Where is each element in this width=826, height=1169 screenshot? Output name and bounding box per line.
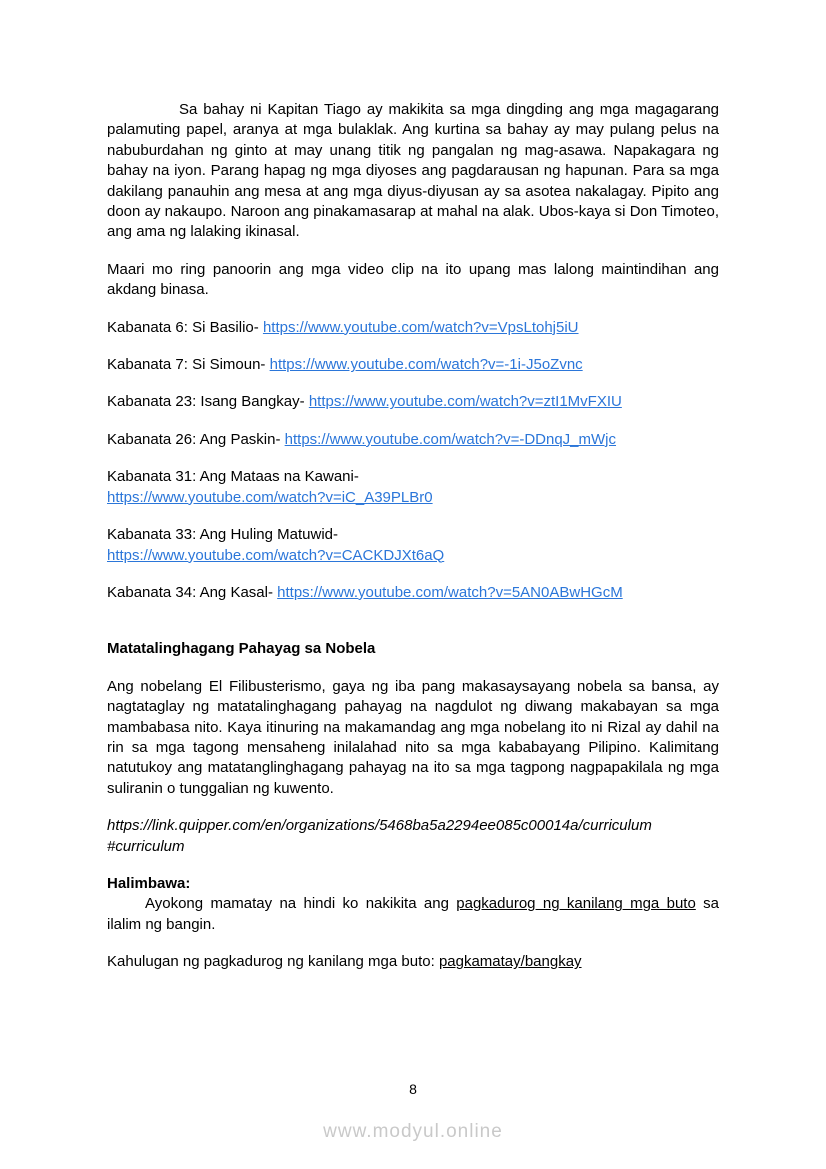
video-link-row bbox=[107, 583, 719, 603]
youtube-link[interactable]: https://www.youtube.com/watch?v=-1i-J5oZvnc bbox=[269, 356, 583, 374]
intro-paragraph: Sa bahay ni Kapitan Tiago ay makikita sa mga dingding ang mga magagarang palamuting papel, aranya at mga bulaklak. Ang kurtina sa bahay ay may pulang pelus na nabuburdahan ng ginto at may unang titik ng pangalan ng mag-asawa. Napakagara ng bahay na iyon. Parang hapag ng mga diyoses ang pagdarausan ng hapunan. Para sa mga dakilang panauhin ang mesa at ang mga diyus-diyusan ay sa asotea nakalagay. Pipito ang doon ay nakaupo. Naroon ang pinakamasarap at mahal na alak. Ubos-kaya si Don Timoteo, ang ama ng lalaking ikinasal. bbox=[107, 101, 719, 241]
video-link-label: Kabanata 33: Ang Huling Matuwid- bbox=[107, 526, 338, 544]
watermark: www.modyul.online bbox=[323, 1121, 503, 1142]
video-link-label: Kabanata 7: Si Simoun- bbox=[107, 356, 270, 374]
page-content bbox=[107, 100, 719, 990]
youtube-link[interactable]: https://www.youtube.com/watch?v=VpsLtohj5iU bbox=[262, 318, 579, 336]
youtube-link[interactable]: https://www.youtube.com/watch?v=iC_A39PLBr0 bbox=[107, 488, 433, 506]
example-text-after: sa ilalim ng bangin. bbox=[107, 895, 719, 933]
video-link-row bbox=[107, 355, 719, 375]
reference-link-line2: #curriculum bbox=[107, 837, 185, 855]
reference-link-line1: https://link.quipper.com/en/organizations/5468ba5a2294ee085c00014a/curriculum bbox=[107, 817, 652, 835]
page-number: 8 bbox=[409, 1081, 417, 1097]
youtube-link[interactable]: https://www.youtube.com/watch?v=ztI1MvFXIU bbox=[308, 393, 622, 411]
youtube-link[interactable]: https://www.youtube.com/watch?v=-DDnqJ_mWjc bbox=[284, 430, 617, 448]
example-heading: Halimbawa: bbox=[107, 874, 191, 892]
reference-link bbox=[107, 816, 719, 857]
video-link-row bbox=[107, 318, 719, 338]
video-link-row bbox=[107, 430, 719, 450]
video-link-label: Kabanata 23: Isang Bangkay- bbox=[107, 393, 309, 411]
meaning-line bbox=[107, 952, 719, 972]
video-link-label: Kabanata 6: Si Basilio- bbox=[107, 318, 263, 336]
video-link-row bbox=[107, 525, 719, 566]
video-link-label: Kabanata 34: Ang Kasal- bbox=[107, 583, 278, 601]
example-text-before: Ayokong mamatay na hindi ko nakikita ang bbox=[145, 895, 457, 913]
video-intro-paragraph: Maari mo ring panoorin ang mga video clip na ito upang mas lalong maintindihan ang akdang binasa. bbox=[107, 260, 719, 299]
youtube-link[interactable]: https://www.youtube.com/watch?v=CACKDJXt6aQ bbox=[107, 546, 445, 564]
example-underlined-phrase: pagkadurog ng kanilang mga buto bbox=[456, 895, 696, 913]
section-heading: Matatalinghagang Pahayag sa Nobela bbox=[107, 640, 376, 658]
example-sentence bbox=[107, 894, 719, 935]
video-link-label: Kabanata 31: Ang Mataas na Kawani- bbox=[107, 468, 359, 486]
video-link-label: Kabanata 26: Ang Paskin- bbox=[107, 430, 285, 448]
video-link-row bbox=[107, 392, 719, 412]
video-link-row bbox=[107, 467, 719, 508]
youtube-link[interactable]: https://www.youtube.com/watch?v=5AN0ABwHGcM bbox=[277, 583, 623, 601]
section-paragraph: Ang nobelang El Filibusterismo, gaya ng iba pang makasaysayang nobela sa bansa, ay nagtataglay ng matatalinghagang pahayag na nagdulot ng diwang makabayan sa mga mambabasa nito. Kaya itinuring na makamandag ang mga nobelang ito ni Rizal ay dahil na rin sa mga tagong mensaheng inilalahad nito sa mga kababayang Pilipino. Kalimitang natutukoy ang matatanglinghagang pahayag na ito sa mga tagpong nagpapakilala ng mga suliranin o tunggalian ng kuwento. bbox=[107, 677, 719, 797]
meaning-text-before: Kahulugan ng pagkadurog ng kanilang mga buto: bbox=[107, 953, 439, 971]
meaning-underlined-phrase: pagkamatay/bangkay bbox=[438, 953, 582, 971]
